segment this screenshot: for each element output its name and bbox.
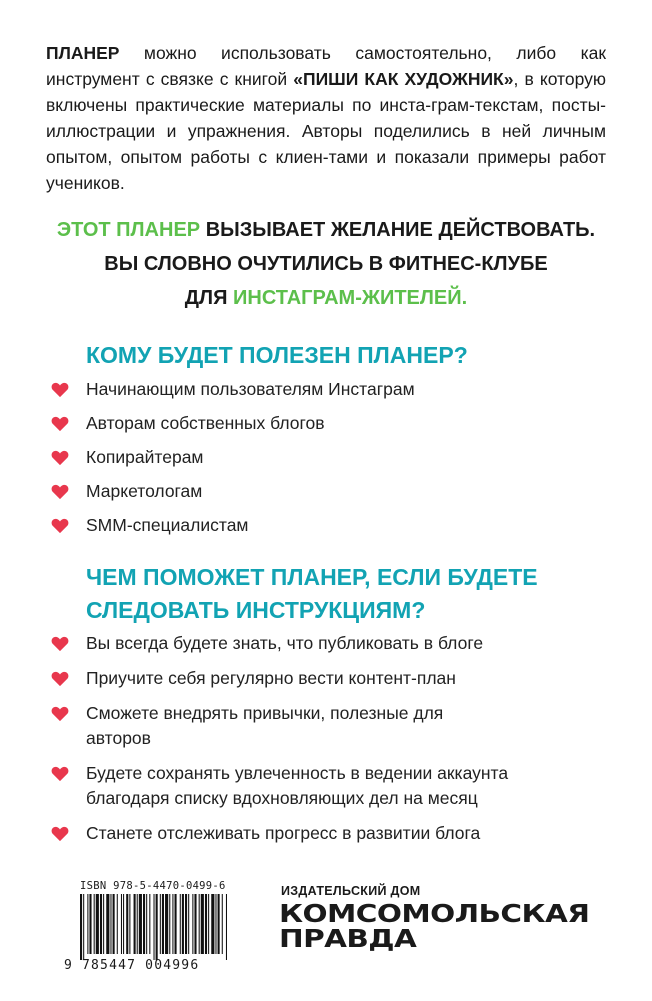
barcode-bar <box>149 894 150 954</box>
tagline-green-3: ИНСТАГРАМ-ЖИТЕЛЕЙ. <box>233 287 468 309</box>
list-item <box>50 513 610 538</box>
barcode-bar <box>94 894 95 954</box>
barcode-bar <box>180 894 181 954</box>
intro-text-2: , в которую включены практические материалы по инста-грам-текстам, посты-иллюстрации и упражнения. Авторы поделились в ней личным опытом, опытом работы с клиен-тами и показали примеры работ учеников. <box>46 69 606 193</box>
intro-text-1: можно использовать самостоятельно, либо как инструмент с связке с книгой <box>46 43 606 89</box>
list-item <box>50 761 590 811</box>
barcode-bar <box>121 894 122 954</box>
publisher-logo <box>279 901 589 951</box>
publisher-logo-line-1: КОМСОМОЛЬСКАЯ <box>279 899 590 928</box>
heart-icon <box>51 484 69 500</box>
list-item <box>50 479 610 504</box>
list-item <box>50 411 610 436</box>
barcode-bar <box>146 894 147 954</box>
barcode-bar <box>172 894 173 954</box>
list-item-text: Станете отслеживать прогресс в развитии блога <box>86 823 481 843</box>
publisher-logo-line-2: ПРАВДА <box>279 924 417 953</box>
barcode-bar <box>199 894 200 954</box>
publisher-house-label: ИЗДАТЕЛЬСКИЙ ДОМ <box>281 884 421 898</box>
section-2-title-line-1: ЧЕМ ПОМОЖЕТ ПЛАНЕР, ЕСЛИ БУДЕТЕ <box>86 564 538 590</box>
list-item-text: Вы всегда будете знать, что публиковать в блоге <box>86 633 484 653</box>
barcode-bar <box>106 894 109 954</box>
heart-icon <box>51 518 69 534</box>
barcode <box>60 880 232 984</box>
list-item-text: Маркетологам <box>86 481 203 501</box>
heart-icon <box>51 382 69 398</box>
list-item <box>50 701 590 751</box>
list-item <box>50 631 590 656</box>
list-item <box>50 821 590 846</box>
intro-book-title: «ПИШИ КАК ХУДОЖНИК» <box>293 69 514 89</box>
barcode-bar <box>139 894 142 954</box>
barcode-bar <box>129 894 130 954</box>
section-2-title-line-2: СЛЕДОВАТЬ ИНСТРУКЦИЯМ? <box>86 597 426 623</box>
barcode-bar <box>205 894 207 954</box>
list-item-text: Начинающим пользователям Инстаграм <box>86 379 415 399</box>
barcode-bar <box>226 894 227 960</box>
section-1-list <box>50 377 610 538</box>
barcode-bar <box>100 894 102 954</box>
section-1-title: КОМУ БУДЕТ ПОЛЕЗЕН ПЛАНЕР? <box>86 342 468 368</box>
heart-icon <box>51 671 69 687</box>
section-2-title <box>86 561 626 627</box>
tagline-line-3 <box>30 281 622 315</box>
barcode-bar <box>117 894 118 954</box>
list-item-text: Будете сохранять увлеченность в ведении аккаунта благодаря списку вдохновляющих дел на месяц <box>86 763 509 808</box>
heart-icon <box>51 706 69 722</box>
barcode-bar <box>215 894 216 954</box>
intro-paragraph <box>46 40 606 196</box>
list-item <box>50 377 610 402</box>
list-item-text: Авторам собственных блогов <box>86 413 325 433</box>
barcode-bar <box>143 894 145 954</box>
tagline-line-1 <box>30 213 622 247</box>
barcode-bar <box>208 894 209 954</box>
heart-icon <box>51 826 69 842</box>
barcode-bar <box>222 894 223 954</box>
barcode-bar <box>218 894 220 954</box>
barcode-bar <box>201 894 204 954</box>
barcode-bar <box>165 894 168 954</box>
list-item-text: Сможете внедрять привычки, полезные для авторов <box>86 703 444 748</box>
intro-lead: ПЛАНЕР <box>46 43 120 63</box>
tagline-rest-1: ВЫЗЫВАЕТ ЖЕЛАНИЕ ДЕЙСТВОВАТЬ. <box>200 219 596 241</box>
heart-icon <box>51 636 69 652</box>
heart-icon <box>51 450 69 466</box>
isbn-label: ISBN 978-5-4470-0499-6 <box>80 880 226 892</box>
barcode-bar <box>126 894 128 954</box>
barcode-bar <box>113 894 115 954</box>
heart-icon <box>51 766 69 782</box>
barcode-bar <box>156 894 158 960</box>
tagline-line-2: ВЫ СЛОВНО ОЧУТИЛИСЬ В ФИТНЕС-КЛУБЕ <box>104 253 548 275</box>
heart-icon <box>51 416 69 432</box>
barcode-bar <box>160 894 161 954</box>
barcode-bars <box>80 894 230 960</box>
barcode-bar <box>80 894 82 960</box>
barcode-bar <box>103 894 104 954</box>
barcode-bar <box>169 894 170 954</box>
list-item-text: Приучите себя регулярно вести контент-план <box>86 668 456 688</box>
barcode-bar <box>185 894 187 954</box>
barcode-bar <box>87 894 88 954</box>
barcode-bar <box>188 894 189 954</box>
section-2-list <box>50 631 590 846</box>
barcode-bar <box>194 894 196 954</box>
list-item-text: SMM-специалистам <box>86 515 249 535</box>
barcode-bar <box>162 894 164 954</box>
tagline-start-3: ДЛЯ <box>184 287 234 309</box>
barcode-bar <box>182 894 184 954</box>
barcode-bar <box>192 894 193 954</box>
list-item <box>50 445 610 470</box>
barcode-bar <box>137 894 138 954</box>
list-item <box>50 666 590 691</box>
barcode-bar <box>83 894 84 960</box>
barcode-bar <box>211 894 214 954</box>
tagline <box>30 213 622 315</box>
barcode-bar <box>154 894 155 960</box>
barcode-bar <box>96 894 99 954</box>
barcode-bar <box>89 894 91 954</box>
barcode-bar <box>134 894 136 954</box>
list-item-text: Копирайтерам <box>86 447 204 467</box>
barcode-first-digit: 9 <box>64 958 72 973</box>
barcode-bar <box>123 894 124 954</box>
barcode-bar <box>175 894 177 954</box>
barcode-bar <box>110 894 111 954</box>
tagline-green-1: ЭТОТ ПЛАНЕР <box>56 219 201 241</box>
barcode-digits: 785447 004996 <box>82 958 200 973</box>
